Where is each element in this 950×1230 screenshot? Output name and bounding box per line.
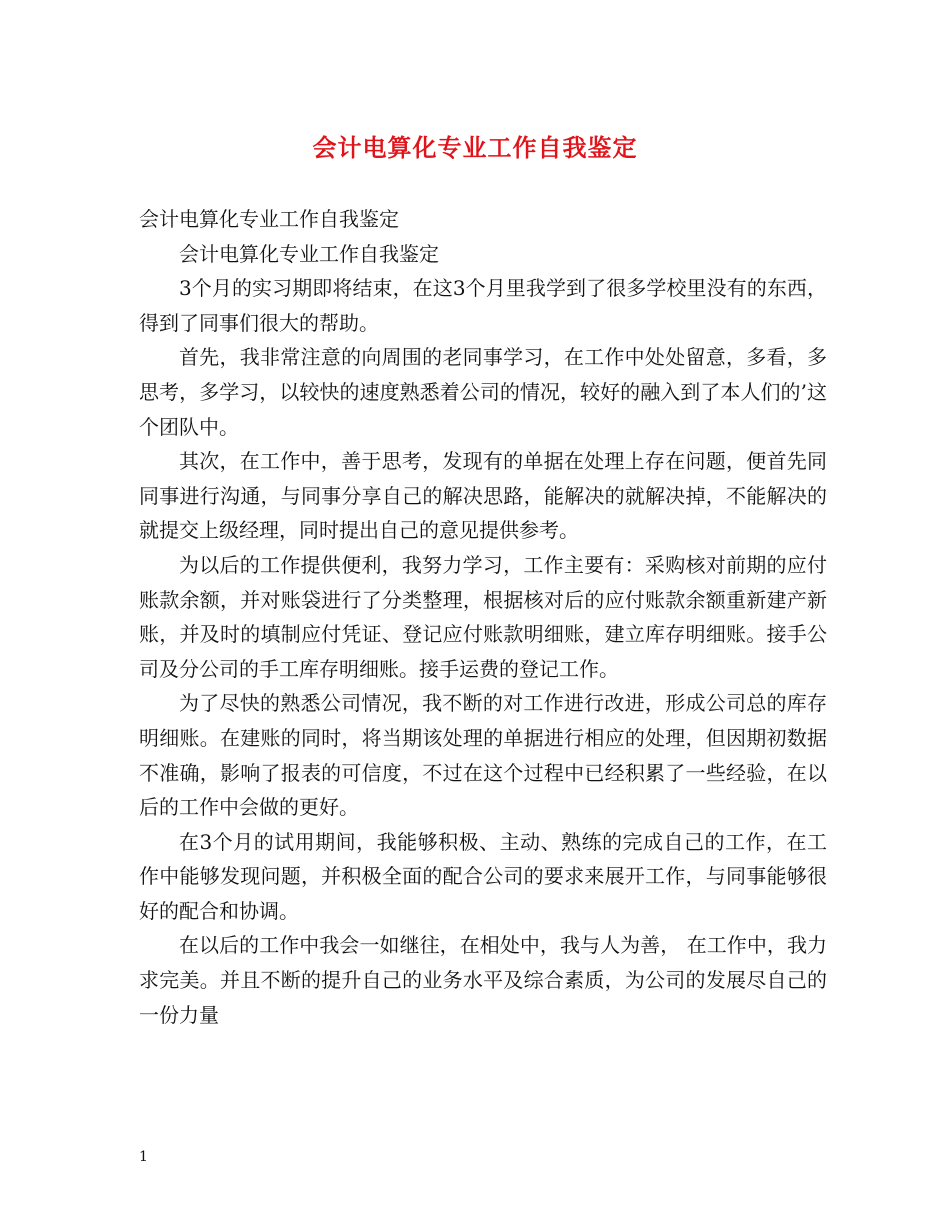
- paragraph: 为了尽快的熟悉公司情况，我不断的对工作进行改进，形成公司总的库存明细账。在建账的同时，将当期该处理的单据进行相应的处理，但因期初数据不准确，影响了报表的可信度，不过在这个过程中已经积累了一些经验，在以后的工作中会做的更好。: [139, 691, 827, 820]
- document-body: [139, 202, 827, 1032]
- paragraph: 首先，我非常注意的向周围的老同事学习，在工作中处处留意，多看，多思考，多学习，以较快的速度熟悉着公司的情况，较好的融入到了本人们的’这个团队中。: [139, 345, 827, 439]
- paragraph: 在以后的工作中我会一如继往，在相处中，我与人为善， 在工作中，我力求完美。并且不断的提升自己的业务水平及综合素质，为公司的发展尽自己的一份力量: [139, 933, 827, 1027]
- paragraph: 为以后的工作提供便利，我努力学习，工作主要有：采购核对前期的应付账款余额，并对账袋进行了分类整理，根据核对后的应付账款余额重新建产新账，并及时的填制应付凭证、登记应付账款明细账，建立库存明细账。接手公司及分公司的手工库存明细账。接手运费的登记工作。: [139, 552, 827, 681]
- paragraph-heading: 会计电算化专业工作自我鉴定: [139, 207, 399, 231]
- paragraph: 3个月的实习期即将结束，在这3个月里我学到了很多学校里没有的东西，得到了同事们很大的帮助。: [139, 276, 827, 335]
- paragraph: 在3个月的试用期间，我能够积极、主动、熟练的完成自己的工作，在工作中能够发现问题，并积极全面的配合公司的要求来展开工作，与同事能够很好的配合和协调。: [139, 829, 827, 923]
- document-title: 会计电算化专业工作自我鉴定: [312, 133, 638, 162]
- paragraph-subheading: 会计电算化专业工作自我鉴定: [179, 241, 439, 266]
- page-number: 1: [139, 1149, 148, 1165]
- paragraph: 其次，在工作中，善于思考，发现有的单据在处理上存在问题，便首先同同事进行沟通，与同事分享自己的解决思路，能解决的就解决掉，不能解决的就提交上级经理，同时提出自己的意见提供参考。: [139, 449, 827, 543]
